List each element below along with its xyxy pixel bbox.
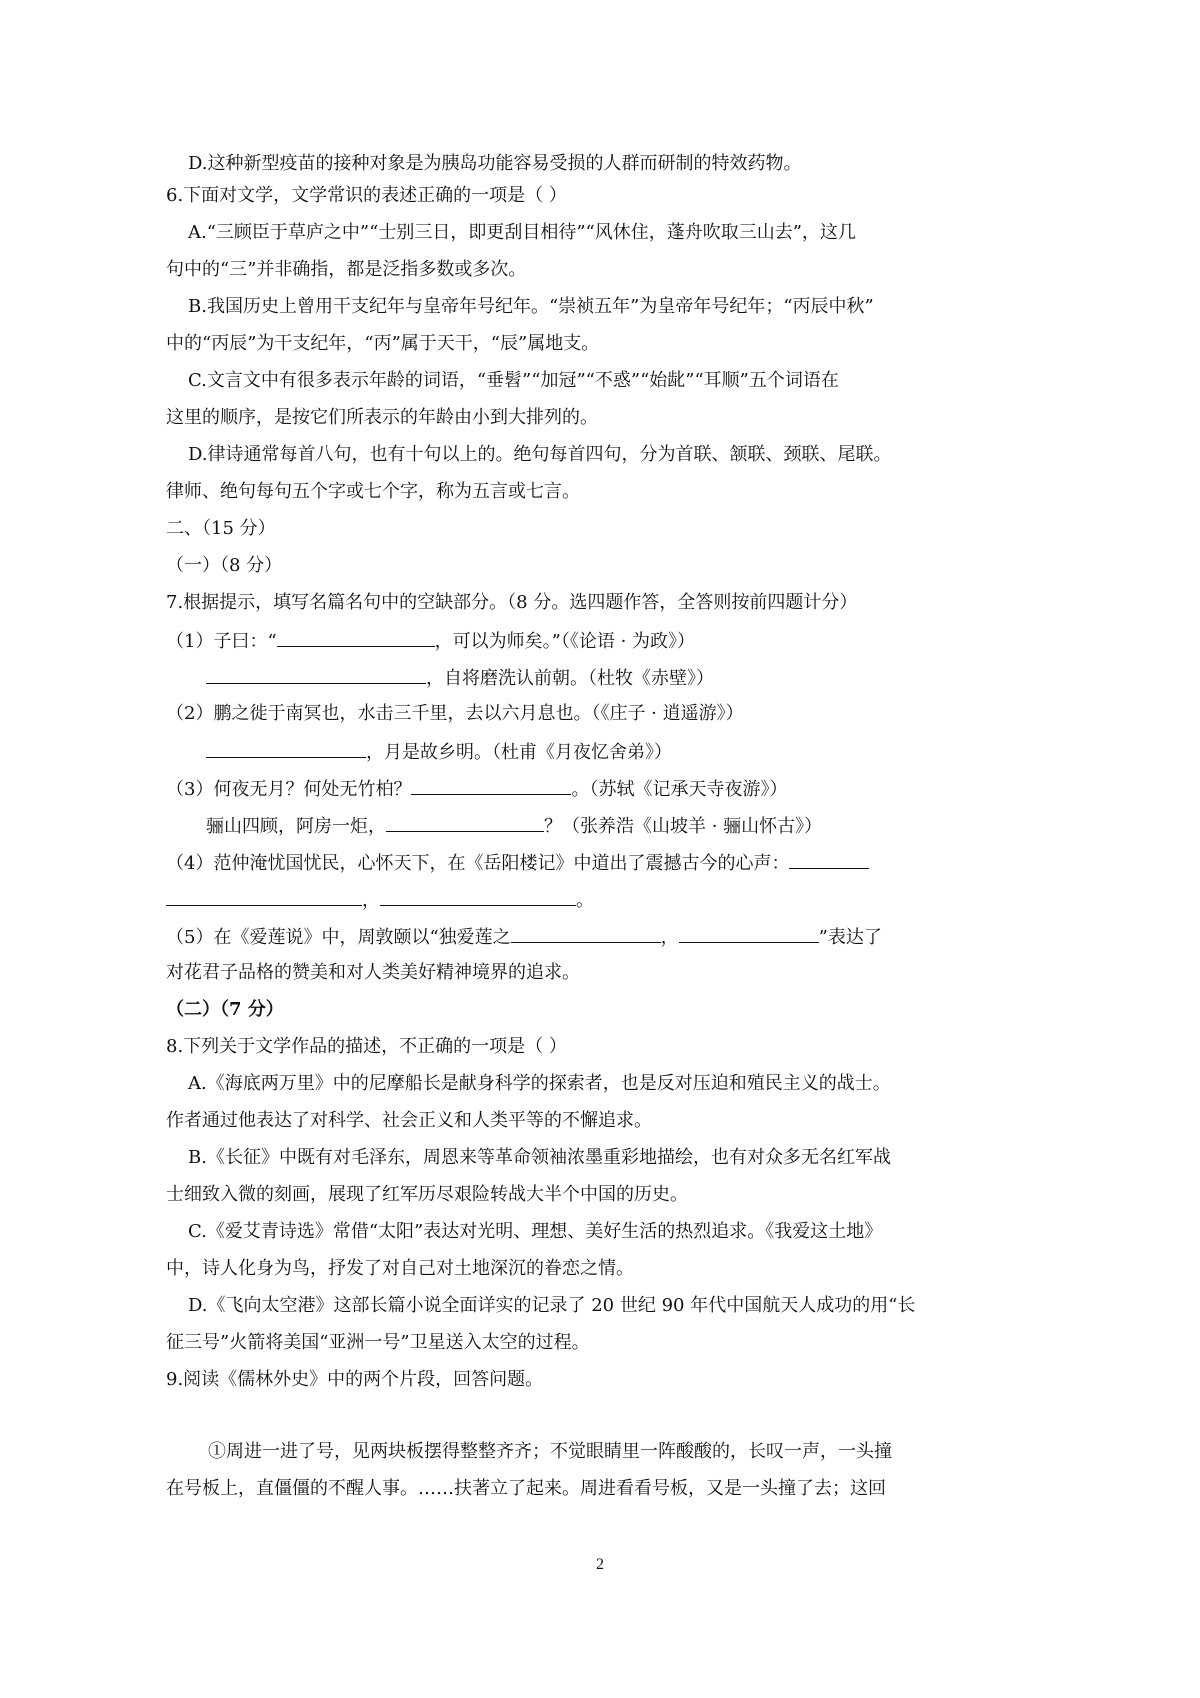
q7-item2-line2-suffix: ，月是故乡明。（杜甫《月夜忆舍弟》） bbox=[366, 742, 672, 763]
q7-item1-prefix: （1）子曰：“ bbox=[166, 631, 277, 652]
q7-item5-line1 bbox=[0, 924, 1200, 950]
q7-item5-line2: 对花君子品格的赞美和对人类美好精神境界的追求。 bbox=[166, 962, 580, 983]
q7-item4-line1 bbox=[0, 850, 1200, 876]
answer-blank[interactable] bbox=[386, 813, 544, 832]
q9-stem: 9.阅读《儒林外史》中的两个片段，回答问题。 bbox=[166, 1369, 544, 1390]
q8-option-a-line2: 作者通过他表达了对科学、社会正义和人类平等的不懈追求。 bbox=[166, 1110, 652, 1131]
q8-stem: 8.下列关于文学作品的描述，不正确的一项是（ ） bbox=[166, 1036, 567, 1057]
q6-option-c-line1: C.文言文中有很多表示年龄的词语，“垂髫”“加冠”“不惑”“始龀”“耳顺”五个词语在 bbox=[188, 370, 839, 391]
q8-option-b-line1: B.《长征》中既有对毛泽东，周恩来等革命领袖浓墨重彩地描绘，也有对众多无名红军战 bbox=[188, 1147, 891, 1168]
part-one-heading: （一）（8 分） bbox=[166, 555, 283, 576]
q6-option-a-line2: 句中的“三”并非确指，都是泛指多数或多次。 bbox=[166, 259, 527, 280]
q8-option-b-line2: 士细致入微的刻画，展现了红军历尽艰险转战大半个中国的历史。 bbox=[166, 1184, 688, 1205]
q7-item3-line1 bbox=[0, 776, 1200, 802]
q7-item5-comma: ， bbox=[660, 927, 679, 948]
q7-item1-line1 bbox=[0, 628, 1200, 654]
q7-item3-prefix: （3）何夜无月？何处无竹柏？ bbox=[166, 779, 412, 800]
part-two-heading: （二）（7 分） bbox=[166, 999, 284, 1020]
q7-item2-line1: （2）鹏之徙于南冥也，水击三千里，去以六月息也。（《庄子 · 逍遥游》） bbox=[166, 703, 744, 724]
answer-blank[interactable] bbox=[277, 628, 435, 647]
answer-blank[interactable] bbox=[789, 850, 869, 869]
answer-blank[interactable] bbox=[411, 776, 571, 795]
section-heading: 二、（15 分） bbox=[166, 518, 276, 539]
q8-option-a-line1: A.《海底两万里》中的尼摩船长是献身科学的探索者，也是反对压迫和殖民主义的战士。 bbox=[188, 1073, 891, 1094]
q6-option-d-line2: 律师、绝句每句五个字或七个字，称为五言或七言。 bbox=[166, 481, 580, 502]
q7-item1-line2 bbox=[0, 665, 1200, 691]
q5-option-d: D.这种新型疫苗的接种对象是为胰岛功能容易受损的人群而研制的特效药物。 bbox=[188, 153, 802, 174]
q7-item5-suffix: ”表达了 bbox=[818, 927, 882, 948]
page-number: 2 bbox=[596, 1556, 604, 1573]
q7-item1-suffix: ，可以为师矣。”（《论语 · 为政》） bbox=[434, 631, 696, 652]
q7-item2-line2 bbox=[0, 739, 1200, 765]
q7-item3-line2-suffix: ？（张养浩《山坡羊 · 骊山怀古》） bbox=[544, 816, 823, 837]
q8-option-d-line2: 征三号”火箭将美国“亚洲一号”卫星送入太空的过程。 bbox=[166, 1332, 590, 1353]
answer-blank[interactable] bbox=[206, 665, 426, 684]
q9-passage1-line2: 在号板上，直僵僵的不醒人事。……扶著立了起来。周进看看号板，又是一头撞了去；这回 bbox=[166, 1478, 886, 1499]
q6-option-b-line2: 中的“丙辰”为干支纪年，“丙”属于天干，“辰”属地支。 bbox=[166, 333, 600, 354]
q6-option-c-line2: 这里的顺序，是按它们所表示的年龄由小到大排列的。 bbox=[166, 407, 598, 428]
q6-option-a-line1: A.“三顾臣于草庐之中”“士别三日，即更刮目相待”“风休住，蓬舟吹取三山去”，这几 bbox=[188, 222, 856, 243]
q7-item3-line2-prefix: 骊山四顾，阿房一炬， bbox=[206, 816, 386, 837]
q8-option-c-line1: C.《爱艾青诗选》常借“太阳”表达对光明、理想、美好生活的热烈追求。《我爱这土地》 bbox=[188, 1221, 883, 1242]
q8-option-d-line1: D.《飞向太空港》这部长篇小说全面详实的记录了 20 世纪 90 年代中国航天人成功的用“长 bbox=[188, 1295, 916, 1316]
q7-item4-period: 。 bbox=[576, 890, 594, 911]
q7-item4-prefix: （4）范仲淹忧国忧民，心怀天下，在《岳阳楼记》中道出了震撼古今的心声： bbox=[166, 853, 790, 874]
q7-item4-comma: ， bbox=[362, 890, 380, 911]
q7-item4-line2 bbox=[0, 887, 1200, 913]
answer-blank[interactable] bbox=[380, 887, 576, 906]
q6-option-d-line1: D.律诗通常每首八句，也有十句以上的。绝句每首四句，分为首联、颔联、颈联、尾联。 bbox=[188, 444, 892, 465]
q7-item5-prefix: （5）在《爱莲说》中，周敦颐以“独爱莲之 bbox=[166, 927, 511, 948]
answer-blank[interactable] bbox=[511, 924, 661, 943]
q7-item3-suffix: 。（苏轼《记承天寺夜游》） bbox=[571, 779, 788, 800]
q7-item3-line2 bbox=[0, 813, 1200, 839]
q8-option-c-line2: 中，诗人化身为鸟，抒发了对自己对土地深沉的眷恋之情。 bbox=[166, 1258, 634, 1279]
answer-blank[interactable] bbox=[206, 739, 366, 758]
q9-passage1-line1: ①周进一进了号，见两块板摆得整整齐齐；不觉眼睛里一阵酸酸的，长叹一声，一头撞 bbox=[208, 1441, 892, 1462]
q7-stem: 7.根据提示，填写名篇名句中的空缺部分。（8 分。选四题作答，全答则按前四题计分） bbox=[166, 592, 858, 613]
q6-stem: 6.下面对文学，文学常识的表述正确的一项是（ ） bbox=[166, 185, 567, 206]
q7-item1-line2-suffix: ，自将磨洗认前朝。（杜牧《赤壁》） bbox=[426, 668, 714, 689]
answer-blank[interactable] bbox=[166, 887, 362, 906]
answer-blank[interactable] bbox=[679, 924, 819, 943]
q6-option-b-line1: B.我国历史上曾用干支纪年与皇帝年号纪年。“崇祯五年”为皇帝年号纪年；“丙辰中秋” bbox=[188, 296, 874, 317]
